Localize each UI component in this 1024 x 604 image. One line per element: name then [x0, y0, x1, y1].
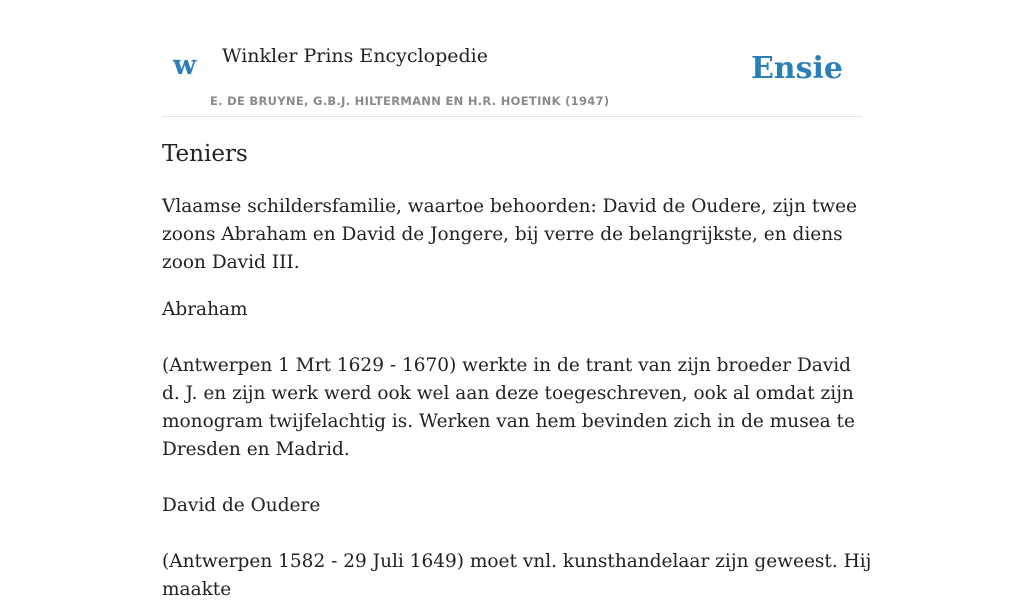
source-authors: E. DE BRUYNE, G.B.J. HILTERMANN EN H.R. HOETINK (1947) [210, 94, 610, 108]
section-heading-david-de-oudere: David de Oudere [162, 495, 321, 516]
section-text-david-de-oudere: (Antwerpen 1582 - 29 Juli 1649) moet vnl. kunsthandelaar zijn geweest. Hij maakte [162, 551, 872, 600]
article-intro: Vlaamse schildersfamilie, waartoe behoorden: David de Oudere, zijn twee zoons Abraham en David de Jongere, bij verre de belangrijkste, en diens zoon David III. [162, 196, 858, 273]
section-heading-abraham: Abraham [162, 299, 248, 320]
article-content [162, 138, 872, 604]
source-header [162, 0, 862, 117]
source-title[interactable]: Winkler Prins Encyclopedie [222, 45, 488, 67]
source-logo[interactable]: w [173, 50, 197, 81]
article-title: Teniers [162, 141, 248, 167]
brand-logo[interactable]: Ensie [750, 51, 843, 86]
section-text-abraham: (Antwerpen 1 Mrt 1629 - 1670) werkte in de trant van zijn broeder David d. J. en zijn werk werd ook wel aan deze toegeschreven, ook al omdat zijn monogram twijfelachtig is. Werken van hem bevinden zich in de musea te Dresden en Madrid. [162, 355, 855, 460]
